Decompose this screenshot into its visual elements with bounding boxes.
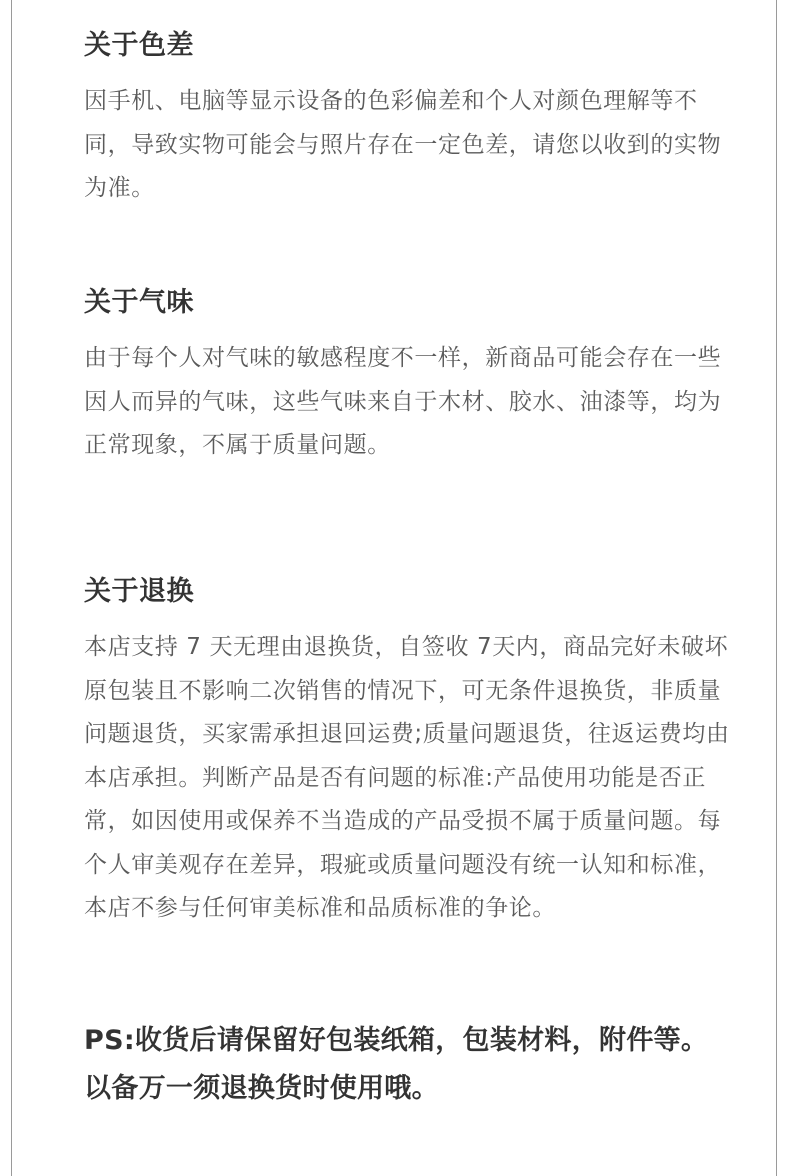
section-title: 关于气味	[84, 287, 194, 318]
ps-line-1: PS:收货后请保留好包装纸箱，包装材料，附件等。	[84, 1025, 709, 1056]
ps-note	[84, 1017, 764, 1113]
section-body: 因手机、电脑等显示设备的色彩偏差和个人对颜色理解等不同，导致实物可能会与照片存在一定色差，请您以收到的实物为准。	[84, 88, 722, 201]
section-color-difference	[84, 30, 734, 211]
section-body: 由于每个人对气味的敏感程度不一样，新商品可能会存在一些因人而异的气味，这些气味来自于木材、胶水、油漆等，均为正常现象，不属于质量问题。	[84, 345, 722, 458]
section-title: 关于色差	[84, 30, 194, 61]
section-body: 本店支持 7 天无理由退换货，自签收 7天内，商品完好未破坏原包装且不影响二次销售的情况下，可无条件退换货，非质量问题退货，买家需承担退回运费;质量问题退货，往返运费均由本店承担。判断产品是否有问题的标准:产品使用功能是否正常，如因使用或保养不当造成的产品受损不属于质量问题。每个人审美观存在差异，瑕疵或质量问题没有统一认知和标准，本店不参与任何审美标准和品质标准的争论。	[84, 634, 730, 921]
section-smell	[84, 287, 734, 468]
ps-line-2: 以备万一须退换货时使用哦。	[84, 1073, 439, 1104]
section-title: 关于退换	[84, 576, 194, 607]
section-return-policy	[84, 576, 734, 931]
